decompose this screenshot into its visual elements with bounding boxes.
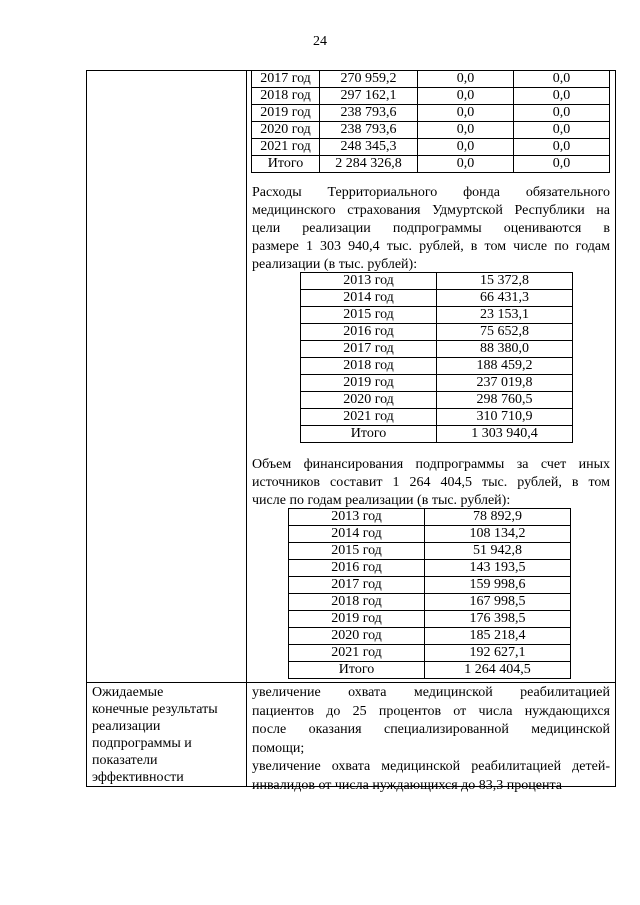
- value-cell: 108 134,2: [425, 526, 571, 543]
- other-sources-table: [288, 508, 571, 679]
- value-cell: 78 892,9: [425, 509, 571, 526]
- year-cell: 2019 год: [301, 375, 437, 392]
- results-line: увеличение охвата медицинской реабилитацией: [252, 685, 610, 700]
- value-cell: 0,0: [418, 139, 514, 156]
- funding-table-continued: [251, 70, 610, 173]
- table-row: [252, 71, 610, 88]
- value-cell: 23 153,1: [437, 307, 573, 324]
- table-row: [301, 324, 573, 341]
- year-cell: 2021 год: [252, 139, 320, 156]
- label-line: реализации: [92, 719, 161, 734]
- tfoms-funding-paragraph: [252, 184, 610, 274]
- other-sources-paragraph: [252, 456, 610, 510]
- value-cell: 270 959,2: [320, 71, 418, 88]
- value-cell: 176 398,5: [425, 611, 571, 628]
- value-cell: 167 998,5: [425, 594, 571, 611]
- table-row: [289, 628, 571, 645]
- year-cell: 2019 год: [289, 611, 425, 628]
- value-cell: 185 218,4: [425, 628, 571, 645]
- paragraph-line: размере 1 303 940,4 тыс. рублей, в том числе по годам: [252, 239, 610, 254]
- table-row: [289, 543, 571, 560]
- value-cell: 188 459,2: [437, 358, 573, 375]
- value-cell: 0,0: [418, 71, 514, 88]
- value-cell: 0,0: [514, 71, 610, 88]
- year-cell: 2021 год: [289, 645, 425, 662]
- paragraph-line: источников составит 1 264 404,5 тыс. рублей, в том: [252, 475, 610, 490]
- results-line: инвалидов от числа нуждающихся до 83,3 процента: [252, 777, 562, 793]
- value-cell: 0,0: [514, 139, 610, 156]
- table-row: [301, 307, 573, 324]
- value-cell: 1 264 404,5: [425, 662, 571, 679]
- value-cell: 310 710,9: [437, 409, 573, 426]
- year-cell: 2020 год: [301, 392, 437, 409]
- value-cell: 192 627,1: [425, 645, 571, 662]
- results-line: пациентов до 25 процентов от числа нуждающихся: [252, 703, 610, 719]
- value-cell: 0,0: [418, 88, 514, 105]
- value-cell: 237 019,8: [437, 375, 573, 392]
- table-row: [289, 526, 571, 543]
- paragraph-line: числе по годам реализации (в тыс. рублей):: [252, 493, 511, 508]
- results-line: увеличение охвата медицинской реабилитацией детей-: [252, 759, 610, 774]
- year-cell: 2018 год: [252, 88, 320, 105]
- table-row: [301, 358, 573, 375]
- label-line: показатели: [92, 753, 158, 768]
- label-line: эффективности: [92, 770, 184, 785]
- table-row: [289, 594, 571, 611]
- value-cell: 159 998,6: [425, 577, 571, 594]
- column-divider: [246, 70, 247, 787]
- year-cell: 2018 год: [301, 358, 437, 375]
- table-row: [289, 577, 571, 594]
- label-line: подпрограммы и: [92, 736, 192, 751]
- value-cell: 0,0: [514, 156, 610, 173]
- year-cell: 2016 год: [289, 560, 425, 577]
- year-cell: 2015 год: [301, 307, 437, 324]
- value-cell: 248 345,3: [320, 139, 418, 156]
- year-cell: 2020 год: [289, 628, 425, 645]
- year-cell: Итого: [289, 662, 425, 679]
- label-line: Ожидаемые: [92, 685, 164, 700]
- table-row: [289, 662, 571, 679]
- value-cell: 238 793,6: [320, 122, 418, 139]
- year-cell: 2014 год: [289, 526, 425, 543]
- year-cell: 2013 год: [289, 509, 425, 526]
- value-cell: 0,0: [514, 105, 610, 122]
- page-number: 24: [313, 34, 327, 49]
- paragraph-line: реализации (в тыс. рублей):: [252, 257, 418, 272]
- year-cell: 2017 год: [289, 577, 425, 594]
- year-cell: 2013 год: [301, 273, 437, 290]
- table-row: [301, 290, 573, 307]
- year-cell: 2015 год: [289, 543, 425, 560]
- table-row: [252, 139, 610, 156]
- table-row: [252, 122, 610, 139]
- year-cell: 2018 год: [289, 594, 425, 611]
- year-cell: 2020 год: [252, 122, 320, 139]
- table-row: [301, 273, 573, 290]
- value-cell: 0,0: [418, 105, 514, 122]
- year-cell: 2017 год: [252, 71, 320, 88]
- value-cell: 238 793,6: [320, 105, 418, 122]
- value-cell: 51 942,8: [425, 543, 571, 560]
- value-cell: 1 303 940,4: [437, 426, 573, 443]
- table-row: [289, 509, 571, 526]
- paragraph-line: Объем финансирования подпрограммы за счет иных: [252, 457, 610, 472]
- table-row: [289, 611, 571, 628]
- year-cell: 2021 год: [301, 409, 437, 426]
- year-cell: 2019 год: [252, 105, 320, 122]
- year-cell: Итого: [301, 426, 437, 443]
- year-cell: 2017 год: [301, 341, 437, 358]
- value-cell: 0,0: [418, 122, 514, 139]
- year-cell: Итого: [252, 156, 320, 173]
- row-divider: [86, 682, 616, 683]
- table-row: [301, 409, 573, 426]
- table-row: [301, 375, 573, 392]
- value-cell: 297 162,1: [320, 88, 418, 105]
- value-cell: 0,0: [514, 122, 610, 139]
- paragraph-line: цели реализации подпрограммы оцениваются в: [252, 221, 610, 236]
- table-row: [252, 156, 610, 173]
- year-cell: 2016 год: [301, 324, 437, 341]
- table-row: [289, 645, 571, 662]
- table-row: [301, 426, 573, 443]
- tfoms-funding-table: [300, 272, 573, 443]
- paragraph-line: медицинского страхования Удмуртской Республики на: [252, 203, 610, 218]
- value-cell: 143 193,5: [425, 560, 571, 577]
- table-row: [252, 105, 610, 122]
- table-row: [301, 341, 573, 358]
- results-label: [92, 684, 242, 786]
- paragraph-line: Расходы Территориального фонда обязательного: [252, 185, 610, 200]
- label-line: конечные результаты: [92, 702, 218, 717]
- value-cell: 15 372,8: [437, 273, 573, 290]
- table-row: [252, 88, 610, 105]
- value-cell: 0,0: [418, 156, 514, 173]
- table-row: [301, 392, 573, 409]
- table-row: [289, 560, 571, 577]
- value-cell: 298 760,5: [437, 392, 573, 409]
- value-cell: 0,0: [514, 88, 610, 105]
- value-cell: 88 380,0: [437, 341, 573, 358]
- year-cell: 2014 год: [301, 290, 437, 307]
- results-line: после оказания специализированной медицинской: [252, 722, 610, 737]
- results-text: [252, 684, 610, 795]
- value-cell: 75 652,8: [437, 324, 573, 341]
- value-cell: 66 431,3: [437, 290, 573, 307]
- results-line: помощи;: [252, 740, 305, 756]
- value-cell: 2 284 326,8: [320, 156, 418, 173]
